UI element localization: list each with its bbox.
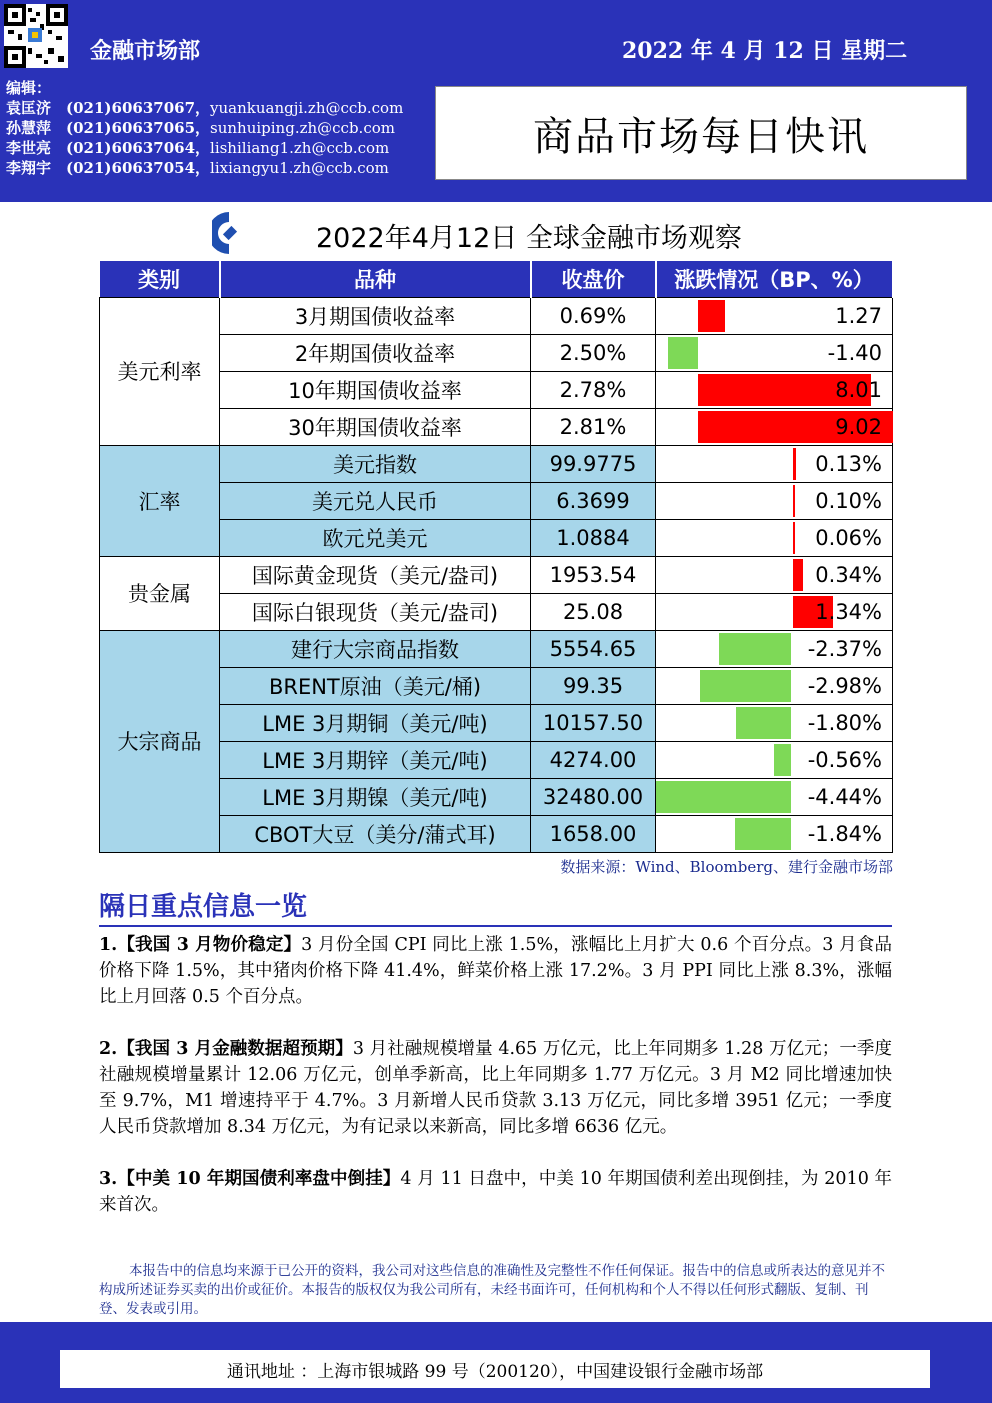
change-cell bbox=[656, 593, 893, 630]
report-title-box bbox=[435, 86, 967, 180]
market-table bbox=[99, 261, 894, 853]
close-cell: 6.3699 bbox=[531, 482, 656, 519]
data-source: 数据来源：Wind、Bloomberg、建行金融市场部 bbox=[560, 858, 893, 876]
item-cell: LME 3月期铜（美元/吨) bbox=[220, 704, 531, 741]
header-close: 收盘价 bbox=[531, 261, 656, 297]
change-bar bbox=[700, 670, 791, 702]
item-cell: 建行大宗商品指数 bbox=[220, 630, 531, 667]
change-label: 0.10% bbox=[815, 488, 882, 513]
item-cell: LME 3月期镍（美元/吨) bbox=[220, 778, 531, 815]
item-cell: LME 3月期锌（美元/吨) bbox=[220, 741, 531, 778]
change-bar bbox=[735, 818, 791, 850]
table-row bbox=[100, 630, 893, 667]
item-cell: 国际黄金现货（美元/盎司) bbox=[220, 556, 531, 593]
change-cell bbox=[656, 408, 893, 445]
change-cell bbox=[656, 778, 893, 815]
change-label: 1.27 bbox=[835, 303, 882, 328]
change-cell bbox=[656, 556, 893, 593]
department-name: 金融市场部 bbox=[90, 38, 201, 64]
change-cell bbox=[656, 519, 893, 556]
section-title: 隔日重点信息一览 bbox=[99, 892, 308, 922]
close-cell: 99.35 bbox=[531, 667, 656, 704]
change-bar bbox=[698, 300, 725, 332]
table-title: 2022年4月12日 全球金融市场观察 bbox=[316, 223, 742, 254]
item-cell: BRENT原油（美元/桶) bbox=[220, 667, 531, 704]
news-item: 1.【我国 3 月物价稳定】3 月份全国 CPI 同比上涨 1.5%，涨幅比上月扩大 0.6 个百分点。3 月食品价格下降 1.5%，其中猪肉价格下降 41.4%，鲜菜价格上涨 17.2%。3 月 PPI 同比上涨 8.3%，涨幅比上月回落 0.5 个百分点。 bbox=[99, 935, 892, 1007]
news-item: 3.【中美 10 年期国债利率盘中倒挂】4 月 11 日盘中，中美 10 年期国债利差出现倒挂，为 2010 年来首次。 bbox=[99, 1169, 892, 1215]
item-cell: 3月期国债收益率 bbox=[220, 297, 531, 334]
category-cell: 汇率 bbox=[100, 445, 220, 556]
category-cell: 贵金属 bbox=[100, 556, 220, 630]
item-cell: 30年期国债收益率 bbox=[220, 408, 531, 445]
change-label: 9.02 bbox=[835, 414, 882, 439]
category-cell: 美元利率 bbox=[100, 297, 220, 445]
change-label: 0.13% bbox=[815, 451, 882, 476]
change-cell bbox=[656, 667, 893, 704]
change-label: 0.34% bbox=[815, 562, 882, 587]
change-bar bbox=[668, 337, 698, 369]
change-bar bbox=[736, 707, 791, 739]
change-cell bbox=[656, 482, 893, 519]
close-cell: 5554.65 bbox=[531, 630, 656, 667]
table-row bbox=[100, 556, 893, 593]
change-bar bbox=[793, 485, 795, 517]
item-cell: 10年期国债收益率 bbox=[220, 371, 531, 408]
close-cell: 0.69% bbox=[531, 297, 656, 334]
item-cell: CBOT大豆（美分/蒲式耳) bbox=[220, 815, 531, 852]
change-cell bbox=[656, 704, 893, 741]
change-label: -4.44% bbox=[807, 784, 882, 809]
close-cell: 32480.00 bbox=[531, 778, 656, 815]
item-cell: 国际白银现货（美元/盎司) bbox=[220, 593, 531, 630]
report-title: 商品市场每日快讯 bbox=[533, 113, 869, 160]
editor-row: 李世亮 (021)60637064，lishiliang1.zh@ccb.com bbox=[6, 139, 390, 157]
change-label: 1.34% bbox=[815, 599, 882, 624]
ccb-logo-icon bbox=[212, 210, 246, 256]
item-cell: 美元兑人民币 bbox=[220, 482, 531, 519]
close-cell: 1658.00 bbox=[531, 815, 656, 852]
close-cell: 4274.00 bbox=[531, 741, 656, 778]
change-label: 0.06% bbox=[815, 525, 882, 550]
close-cell: 10157.50 bbox=[531, 704, 656, 741]
editors-label: 编辑： bbox=[6, 79, 52, 97]
editors-list bbox=[6, 78, 403, 178]
change-cell bbox=[656, 371, 893, 408]
section-divider bbox=[99, 925, 892, 927]
close-cell: 25.08 bbox=[531, 593, 656, 630]
change-bar bbox=[793, 448, 796, 480]
header-change: 涨跌情况（BP、%） bbox=[656, 261, 893, 297]
change-cell bbox=[656, 741, 893, 778]
header-item: 品种 bbox=[220, 261, 531, 297]
change-label: 8.01 bbox=[835, 377, 882, 402]
item-cell: 2年期国债收益率 bbox=[220, 334, 531, 371]
close-cell: 2.81% bbox=[531, 408, 656, 445]
table-row bbox=[100, 297, 893, 334]
change-label: -2.98% bbox=[807, 673, 882, 698]
change-cell bbox=[656, 815, 893, 852]
change-bar bbox=[719, 633, 791, 665]
news-item: 2.【我国 3 月金融数据超预期】3 月社融规模增量 4.65 万亿元，比上年同期多 1.28 万亿元；一季度社融规模增量累计 12.06 万亿元，创单季新高，比上年同期多 1.77 万亿元。3 月 M2 同比增速加快至 9.7%，M1 增速持平于 4.7%。3 月新增人民币贷款 3.13 万亿元，同比多增 3951 亿元；一季度人民币贷款增加 8.34 万亿元，为有记录以来新高，同比多增 6636 亿元。 bbox=[99, 1039, 892, 1137]
change-cell bbox=[656, 334, 893, 371]
change-label: -0.56% bbox=[807, 747, 882, 772]
change-bar bbox=[793, 559, 803, 591]
change-label: -1.80% bbox=[807, 710, 882, 735]
close-cell: 1.0884 bbox=[531, 519, 656, 556]
editor-row: 李翔宇 (021)60637054，lixiangyu1.zh@ccb.com bbox=[6, 159, 389, 177]
table-row bbox=[100, 445, 893, 482]
category-cell: 大宗商品 bbox=[100, 630, 220, 852]
editor-row: 孙慧萍 (021)60637065，sunhuiping.zh@ccb.com bbox=[6, 119, 395, 137]
close-cell: 99.9775 bbox=[531, 445, 656, 482]
editor-row: 袁匡济 (021)60637067，yuankuangji.zh@ccb.com bbox=[6, 99, 404, 117]
footer-address: 通讯地址 ：上海市银城路 99 号（200120），中国建设银行金融市场部 bbox=[60, 1350, 930, 1388]
close-cell: 1953.54 bbox=[531, 556, 656, 593]
close-cell: 2.78% bbox=[531, 371, 656, 408]
report-date: 2022 年 4 月 12 日 星期二 bbox=[622, 38, 908, 64]
change-bar bbox=[793, 522, 795, 554]
change-label: -2.37% bbox=[807, 636, 882, 661]
item-cell: 美元指数 bbox=[220, 445, 531, 482]
change-cell bbox=[656, 297, 893, 334]
change-cell bbox=[656, 630, 893, 667]
table-header-row bbox=[100, 261, 893, 297]
close-cell: 2.50% bbox=[531, 334, 656, 371]
change-label: -1.84% bbox=[807, 821, 882, 846]
change-bar bbox=[774, 744, 791, 776]
item-cell: 欧元兑美元 bbox=[220, 519, 531, 556]
change-bar bbox=[656, 781, 791, 813]
header-category: 类别 bbox=[100, 261, 220, 297]
qr-code-icon bbox=[4, 4, 68, 68]
disclaimer: 本报告中的信息均来源于已公开的资料，我公司对这些信息的准确性及完整性不作任何保证。报告中的信息或所表达的意见并不构成所述证券买卖的出价或征价。本报告的版权仅为我公司所有，未经书面许可，任何机构和个人不得以任何形式翻版、复制、刊登、发表或引用。 bbox=[99, 1263, 885, 1317]
change-cell bbox=[656, 445, 893, 482]
change-label: -1.40 bbox=[827, 340, 882, 365]
